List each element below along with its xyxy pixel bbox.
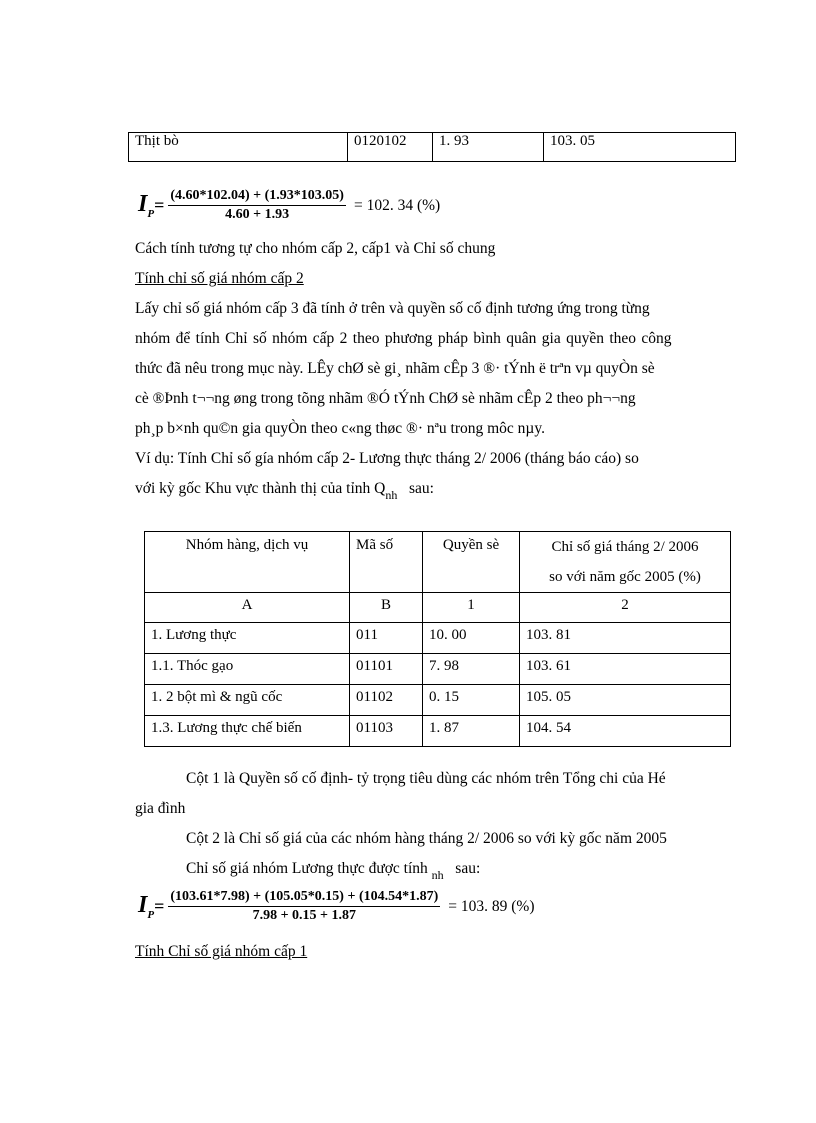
note-column-2: Cột 2 là Chỉ số giá của các nhóm hàng tháng 2/ 2006 so với kỳ gốc năm 2005 <box>186 830 667 847</box>
table-row <box>145 716 731 747</box>
formula-symbol: $I_P$ <box>138 191 155 220</box>
header-code: Mã số <box>350 532 423 593</box>
example-line: Ví dụ: Tính Chỉ số gía nhóm cấp 2- Lương thực tháng 2/ 2006 (tháng báo cáo) so <box>135 450 639 467</box>
code-b: B <box>350 593 423 623</box>
cell-weight: 1. 87 <box>423 716 520 747</box>
cell-group: 1.3. Lương thực chế biến <box>145 716 350 747</box>
header-weight: Quyền sè <box>423 532 520 593</box>
note-column-1-cont: gia đình <box>135 800 186 817</box>
table-row <box>145 685 731 716</box>
table-row <box>145 623 731 654</box>
code-a: A <box>145 593 350 623</box>
table-row <box>129 133 736 162</box>
formula-symbol: $I_P$ <box>138 892 155 921</box>
heading-level-2: Tính chỉ số giá nhóm cấp 2 <box>135 270 304 287</box>
cell-group: 1. 2 bột mì & ngũ cốc <box>145 685 350 716</box>
cell-code: 01103 <box>350 716 423 747</box>
table-row <box>145 654 731 685</box>
note-calc: Chỉ số giá nhóm Lương thực được tính $_{nh}$ sau: <box>186 860 481 882</box>
code-1: 1 <box>423 593 520 623</box>
cell-index: 103. 05 <box>544 133 736 162</box>
cell-code: 01101 <box>350 654 423 685</box>
formula-denominator: 7.98 + 0.15 + 1.87 <box>252 908 357 923</box>
header-group: Nhóm hàng, dịch vụ <box>145 532 350 593</box>
table-header-row <box>145 532 731 593</box>
note-column-1: Cột 1 là Quyền số cố định- tỷ trọng tiêu dùng các nhóm trên Tổng chi của Hé <box>186 770 666 787</box>
body-line: nhóm để tính Chỉ số nhóm cấp 2 theo phương pháp bình quân gia quyền theo công <box>135 330 672 347</box>
cell-index: 105. 05 <box>520 685 731 716</box>
formula-2 <box>138 889 535 924</box>
cell-name: Thịt bò <box>129 133 348 162</box>
cell-group: 1. Lương thực <box>145 623 350 654</box>
formula-denominator: 4.60 + 1.93 <box>225 207 290 222</box>
formula-equals: = <box>154 195 165 215</box>
cell-weight: 10. 00 <box>423 623 520 654</box>
cell-weight: 7. 98 <box>423 654 520 685</box>
body-line: thức đã nêu trong mục này. LÊy chØ sè gi¸ nhãm cÊp 3 ®· tÝnh ë trªn vµ quyÒn sè <box>135 360 655 377</box>
body-line: Lấy chỉ số giá nhóm cấp 3 đã tính ở trên và quyền số cố định tương ứng trong từng <box>135 300 650 317</box>
paragraph-similar: Cách tính tương tự cho nhóm cấp 2, cấp1 và Chỉ số chung <box>135 240 496 257</box>
cell-weight: 0. 15 <box>423 685 520 716</box>
cell-index: 103. 81 <box>520 623 731 654</box>
formula-result: = 102. 34 (%) <box>353 196 441 214</box>
header-index: Chỉ số giá tháng 2/ 2006 so với năm gốc 2005 (%) <box>520 532 731 593</box>
cell-index: 103. 61 <box>520 654 731 685</box>
table-code-row <box>145 593 731 623</box>
formula-fraction <box>168 188 346 223</box>
body-line: cè ®Þnh t¬¬ng øng trong tõng nhãm ®Ó tÝnh ChØ sè nhãm cÊp 2 theo ph¬¬ng <box>135 390 636 407</box>
cell-code: 01102 <box>350 685 423 716</box>
heading-level-1: Tính Chỉ số giá nhóm cấp 1 <box>135 943 308 960</box>
body-line: ph¸p b×nh qu©n gia quyÒn theo c«ng thøc ®· nªu trong môc nµy. <box>135 420 545 437</box>
formula-equals: = <box>154 896 165 916</box>
cell-group: 1.1. Thóc gạo <box>145 654 350 685</box>
cell-code: 011 <box>350 623 423 654</box>
cell-code: 0120102 <box>348 133 433 162</box>
code-2: 2 <box>520 593 731 623</box>
cell-index: 104. 54 <box>520 716 731 747</box>
formula-fraction <box>168 889 440 924</box>
formula-result: = 103. 89 (%) <box>448 897 535 915</box>
formula-1 <box>138 188 440 223</box>
example-line: với kỳ gốc Khu vực thành thị của tỉnh $Q_{nh}$ sau: <box>135 480 434 502</box>
formula-numerator: (103.61*7.98) + (105.05*0.15) + (104.54*1.87) <box>168 889 440 907</box>
formula-numerator: (4.60*102.04) + (1.93*103.05) <box>168 188 346 206</box>
top-table <box>128 132 736 162</box>
cell-weight: 1. 93 <box>433 133 544 162</box>
price-index-table <box>144 531 731 747</box>
